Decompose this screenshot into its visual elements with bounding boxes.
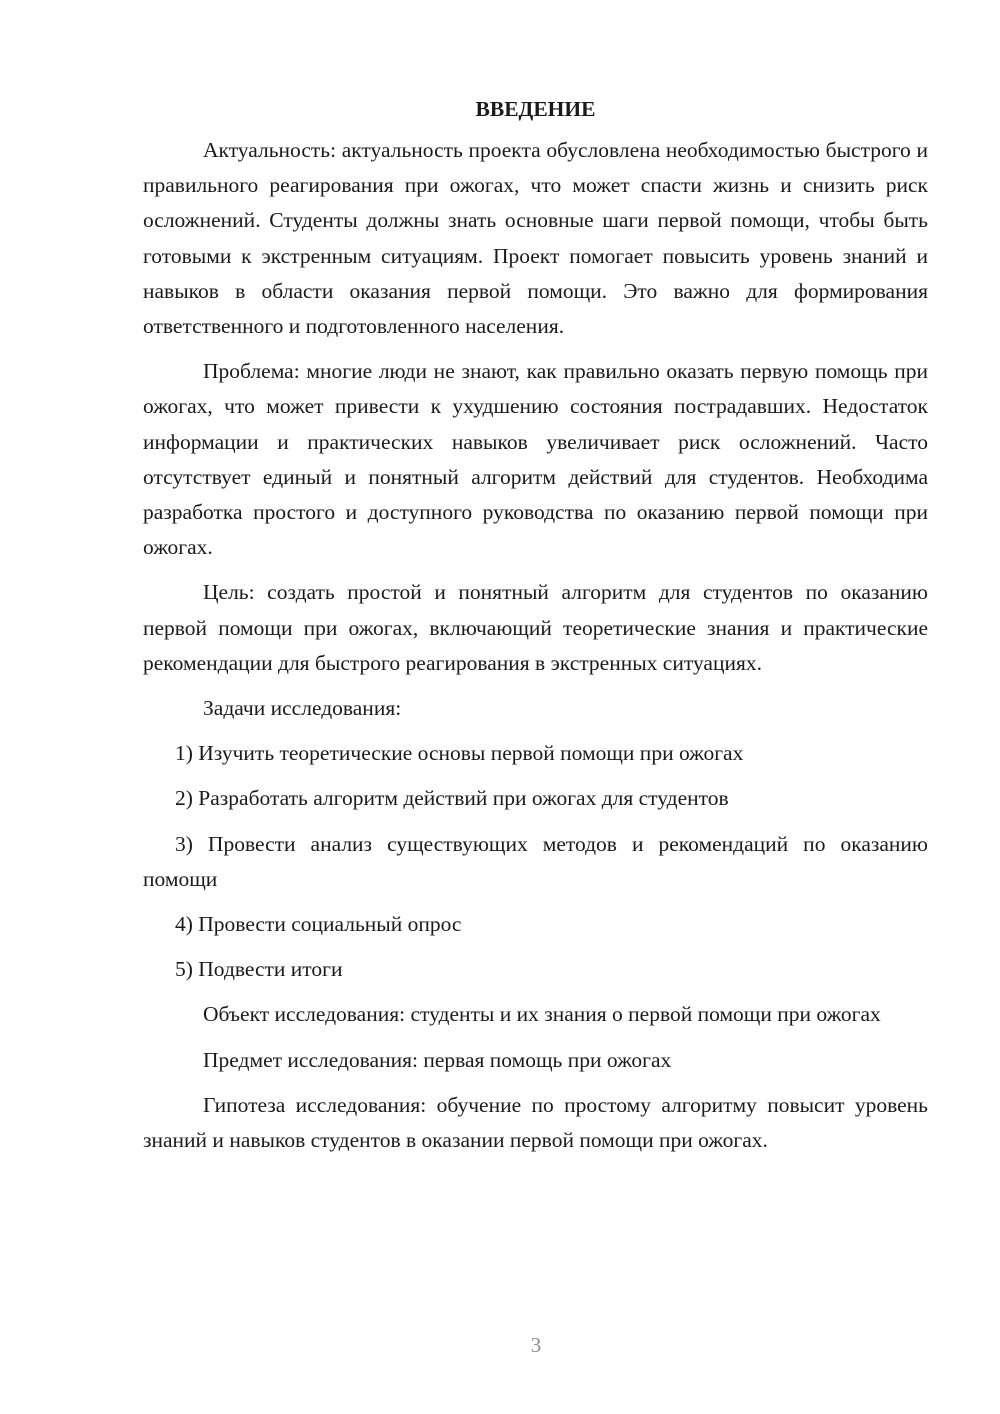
paragraph-problem: Проблема: многие люди не знают, как правильно оказать первую помощь при ожогах, что может привести к ухудшению состояния пострадавших. Недостаток информации и практических навыков увеличивает риск осложнений. Часто отсутствует единый и понятный алгоритм действий для студентов. Необходима разработка простого и доступного руководства по оказанию первой помощи при ожогах. [143, 359, 928, 560]
page-number: 3 [530, 1333, 542, 1357]
document-page [143, 92, 928, 1168]
paragraph-tasks-heading: Задачи исследования: [203, 696, 402, 721]
paragraph-subject: Предмет исследования: первая помощь при ожогах [203, 1047, 672, 1072]
paragraph-hypothesis: Гипотеза исследования: обучение по простому алгоритму повысит уровень знаний и навыков студентов в оказании первой помощи при ожогах. [143, 1092, 928, 1153]
paragraph-relevance: Актуальность: актуальность проекта обусловлена необходимостью быстрого и правильного реагирования при ожогах, что может спасти жизнь и снизить риск осложнений. Студенты должны знать основные шаги первой помощи, чтобы быть готовыми к экстренным ситуациям. Проект помогает повысить уровень знаний и навыков в области оказания первой помощи. Это важно для формирования ответственного и подготовленного населения. [143, 138, 928, 339]
paragraph-goal: Цель: создать простой и понятный алгоритм для студентов по оказанию первой помощи при ожогах, включающий теоретические знания и практические рекомендации для быстрого реагирования в экстренных ситуациях. [143, 580, 928, 675]
section-title: ВВЕДЕНИЕ [475, 97, 596, 121]
list-item: 2) Разработать алгоритм действий при ожогах для студентов [175, 786, 729, 811]
list-item: 4) Провести социальный опрос [175, 912, 462, 937]
list-item: 3) Провести анализ существующих методов и рекомендаций по оказанию помощи [143, 831, 928, 891]
list-item: 5) Подвести итоги [175, 957, 343, 982]
paragraph-object: Объект исследования: студенты и их знания о первой помощи при ожогах [203, 1002, 881, 1027]
list-item: 1) Изучить теоретические основы первой помощи при ожогах [175, 741, 744, 766]
tasks-list [143, 736, 928, 987]
